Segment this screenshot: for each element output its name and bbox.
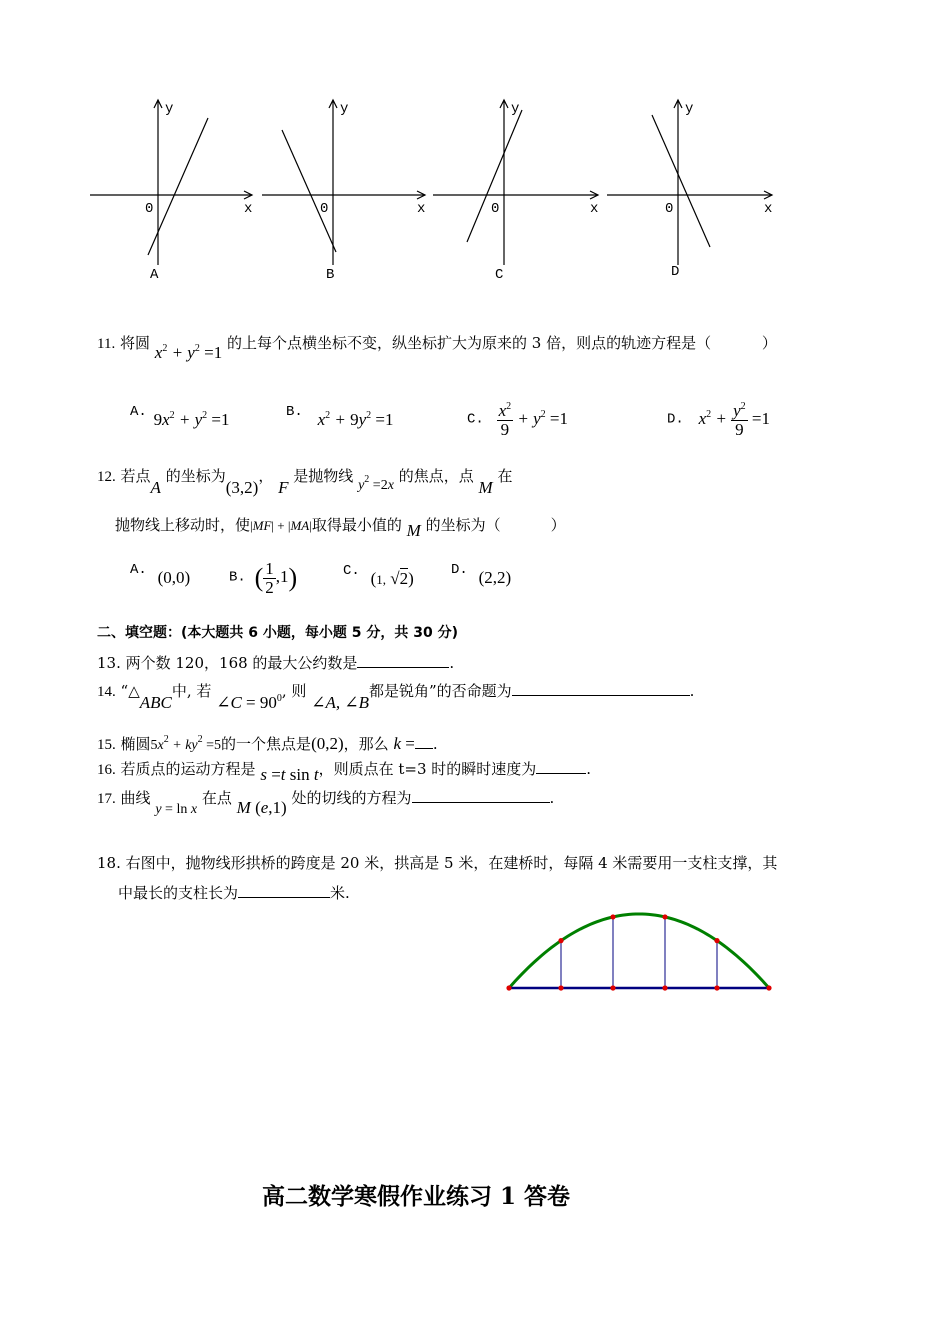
q12-option-a-label: A. bbox=[130, 562, 147, 578]
q12-line2-text-c: 的坐标为（ bbox=[425, 516, 501, 534]
bridge-base-point bbox=[506, 985, 511, 990]
q11-circle-equation: $x^2 + y^2 =1$ bbox=[154, 343, 223, 362]
graph-panels bbox=[0, 0, 950, 300]
q17-point-m: M (e,1) bbox=[236, 798, 287, 817]
q15-k: k = bbox=[393, 734, 415, 753]
q11-option-b bbox=[286, 400, 394, 429]
q12-point-a: A bbox=[150, 478, 161, 497]
q14-angle-c: ∠C = $90^0$ bbox=[216, 693, 282, 712]
q15-text-3: ，那么 bbox=[343, 735, 389, 753]
q14-end: . bbox=[689, 682, 695, 700]
panel-b-x-label: x bbox=[417, 201, 426, 217]
q11-text-post: 的上每个点横坐标不变，纵坐标扩大为原来的 3 倍，则点的轨迹方程是（ bbox=[226, 334, 712, 352]
q12-focus-f: F bbox=[278, 478, 289, 497]
panel-d-origin-label: 0 bbox=[665, 201, 674, 217]
panel-d-x-label: x bbox=[764, 201, 773, 217]
q16-text-1: 若质点的运动方程是 bbox=[120, 760, 256, 778]
q12-option-d-value: (2,2) bbox=[478, 568, 512, 587]
q18-line2-text-a: 中最长的支柱长为 bbox=[118, 884, 239, 902]
q12-option-b bbox=[229, 558, 298, 597]
bridge-arch-point bbox=[610, 914, 615, 919]
q17-curve: y = ln x bbox=[155, 802, 198, 817]
question-12 bbox=[97, 465, 513, 497]
q17-number: 17. bbox=[97, 791, 116, 807]
q16-text-2: ，则质点在 t=3 时的瞬时速度为 bbox=[318, 760, 537, 778]
panel-c-origin-label: 0 bbox=[491, 201, 500, 217]
q12-number: 12. bbox=[97, 469, 116, 485]
question-17 bbox=[97, 787, 555, 817]
q12-option-c-label: C. bbox=[343, 563, 360, 579]
q12-option-c-value: (1, √2) bbox=[370, 569, 414, 588]
question-11 bbox=[97, 332, 777, 362]
q12-parabola: $y^2 =2x$ bbox=[358, 474, 394, 493]
q17-text-1: 曲线 bbox=[120, 789, 151, 807]
q11-text-pre: 将圆 bbox=[119, 334, 150, 352]
q12-option-c bbox=[343, 558, 414, 588]
q14-answer-blank[interactable] bbox=[512, 681, 690, 696]
panel-b-origin-label: 0 bbox=[320, 201, 329, 217]
q11-option-b-label: B. bbox=[286, 404, 303, 420]
q12-option-d-label: D. bbox=[451, 562, 468, 578]
q18-line2-text-b: 米. bbox=[330, 884, 350, 902]
q12-point-m: M bbox=[478, 478, 493, 497]
q12-text-2: 的坐标为 bbox=[165, 467, 226, 485]
question-14 bbox=[97, 680, 695, 712]
panel-b-y-label: y bbox=[340, 101, 349, 117]
q11-option-c-label: C. bbox=[467, 411, 484, 428]
q12-line-2 bbox=[115, 514, 566, 540]
panel-d-y-label: y bbox=[685, 101, 694, 117]
q14-text-2: 中, 若 bbox=[171, 682, 212, 700]
q15-text-2: 的一个焦点是 bbox=[221, 735, 312, 753]
q17-end: . bbox=[549, 789, 555, 807]
panel-b-label: B bbox=[326, 267, 335, 283]
q12-point-m-2: M bbox=[406, 521, 421, 540]
panel-b-graph-line bbox=[282, 130, 336, 252]
panel-a-x-label: x bbox=[244, 201, 253, 217]
q15-ellipse: $5x^2 + ky^2 =5$ bbox=[150, 734, 222, 753]
panel-d-label: D bbox=[671, 264, 680, 280]
q11-option-d-label: D. bbox=[667, 411, 684, 428]
q11-option-b-formula: $x^2 + 9y^2 =1$ bbox=[317, 410, 394, 429]
bridge-arch bbox=[509, 914, 769, 988]
q14-text-1: “△ bbox=[120, 682, 140, 700]
question-18-line-2 bbox=[118, 882, 350, 903]
q14-triangle-abc: ABC bbox=[139, 693, 172, 712]
q18-line-1: 18. 右图中，抛物线形拱桥的跨度是 20 米，拱高是 5 米，在建桥时，每隔 4 米需要用一支柱支撑，其 bbox=[97, 854, 778, 872]
q17-answer-blank[interactable] bbox=[412, 788, 550, 803]
q12-text-3: ， bbox=[258, 467, 274, 485]
q11-option-c-formula: $\frac{x^2}{9}$ + $y^2 =1$ bbox=[498, 401, 569, 439]
question-15 bbox=[97, 733, 438, 754]
q14-text-4: 都是锐角”的否命题为 bbox=[368, 682, 512, 700]
panel-c-y-label: y bbox=[511, 101, 520, 117]
q12-sum-expr: |MF| + |MA| bbox=[250, 518, 312, 533]
q11-option-c bbox=[467, 400, 569, 439]
q11-close-paren: ） bbox=[761, 334, 777, 352]
q11-number: 11. bbox=[97, 336, 116, 352]
bridge-base-point bbox=[662, 985, 667, 990]
q12-line2-text-d: ） bbox=[550, 516, 566, 534]
q12-option-d bbox=[451, 558, 512, 587]
bridge-arch-point bbox=[558, 938, 563, 943]
q16-motion-equation: s =t sin t bbox=[260, 765, 319, 784]
q12-option-a-value: (0,0) bbox=[157, 568, 191, 587]
bridge-base-point bbox=[558, 985, 563, 990]
q11-option-a bbox=[130, 400, 230, 429]
q12-point-a-coords: (3,2) bbox=[225, 478, 259, 497]
q15-number: 15. bbox=[97, 737, 116, 753]
panel-a-label: A bbox=[150, 267, 159, 283]
panel-a-origin-label: 0 bbox=[145, 201, 154, 217]
arch-bridge-diagram bbox=[495, 900, 785, 1000]
q17-text-3: 处的切线的方程为 bbox=[291, 789, 412, 807]
q14-text-3: , 则 bbox=[281, 682, 307, 700]
q16-number: 16. bbox=[97, 762, 116, 778]
bridge-base-point bbox=[766, 985, 771, 990]
q12-text-4: 是抛物线 bbox=[293, 467, 354, 485]
q15-focus: (0,2) bbox=[311, 734, 344, 753]
q12-text-6: 在 bbox=[497, 467, 513, 485]
q13-text: 13. 两个数 120，168 的最大公约数是 bbox=[97, 654, 358, 672]
q12-text-5: 的焦点，点 bbox=[398, 467, 474, 485]
question-13 bbox=[97, 652, 454, 673]
bridge-arch-point bbox=[662, 914, 667, 919]
q12-option-b-value: ( $\frac{1}{2}$ ,1) bbox=[254, 559, 298, 597]
q11-option-a-label: A. bbox=[130, 404, 147, 420]
q12-text-1: 若点 bbox=[120, 467, 151, 485]
q11-option-d bbox=[667, 400, 771, 439]
panel-a-graph-line bbox=[148, 118, 208, 255]
bridge-base-point bbox=[610, 985, 615, 990]
panel-c-label: C bbox=[495, 267, 504, 283]
q13-answer-blank[interactable] bbox=[357, 653, 449, 668]
q11-option-a-formula: $9x^2 + y^2 =1$ bbox=[153, 410, 230, 429]
bridge-base-point bbox=[714, 985, 719, 990]
q14-number: 14. bbox=[97, 684, 116, 700]
q13-end: . bbox=[449, 654, 455, 672]
q12-line2-text-b: 取得最小值的 bbox=[311, 516, 402, 534]
answer-sheet-title: 高二数学寒假作业练习 1 答卷 bbox=[262, 1183, 571, 1210]
q12-line2-text-a: 抛物线上移动时，使 bbox=[115, 516, 251, 534]
panel-c-graph-line bbox=[467, 110, 522, 242]
q17-text-2: 在点 bbox=[201, 789, 232, 807]
q15-end: . bbox=[432, 735, 438, 753]
q18-answer-blank[interactable] bbox=[238, 883, 330, 898]
q11-option-d-formula: $x^2$ + $\frac{y^2}{9}$ =1 bbox=[698, 401, 771, 439]
q16-answer-blank[interactable] bbox=[536, 759, 586, 774]
panel-c-x-label: x bbox=[590, 201, 599, 217]
bridge-arch-point bbox=[714, 938, 719, 943]
question-16 bbox=[97, 758, 592, 784]
q15-text-1: 椭圆 bbox=[120, 735, 151, 753]
panel-d-graph-line bbox=[652, 115, 710, 247]
q15-answer-blank[interactable] bbox=[415, 734, 433, 749]
section-2-title: 二、填空题：(本大题共 6 小题，每小题 5 分，共 30 分) bbox=[97, 625, 459, 641]
q16-end: . bbox=[586, 760, 592, 778]
q14-angles-ab: ∠A, ∠B bbox=[311, 693, 369, 712]
q12-option-b-label: B. bbox=[229, 569, 246, 586]
q12-option-a bbox=[130, 558, 191, 587]
question-18 bbox=[97, 852, 777, 873]
panel-a-y-label: y bbox=[165, 101, 174, 117]
